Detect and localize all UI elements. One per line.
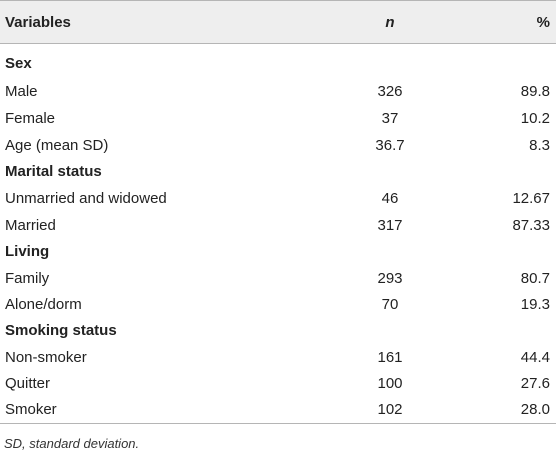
section-smoking-status bbox=[0, 322, 556, 348]
section-title: Sex bbox=[5, 55, 32, 72]
table-header bbox=[0, 0, 556, 44]
table-row bbox=[0, 349, 556, 375]
row-label: Non-smoker bbox=[5, 349, 87, 366]
row-label: Married bbox=[5, 217, 56, 234]
row-label: Female bbox=[5, 110, 56, 127]
row-label: Smoker bbox=[5, 401, 57, 418]
row-n: 293 bbox=[377, 270, 403, 287]
row-pct: 80.7 bbox=[520, 270, 550, 287]
row-n: 46 bbox=[381, 190, 399, 207]
row-label: Age (mean SD) bbox=[5, 137, 109, 154]
row-pct: 44.4 bbox=[520, 349, 550, 366]
row-n: 317 bbox=[377, 217, 403, 234]
row-n: 102 bbox=[377, 401, 403, 418]
header-percent: % bbox=[536, 14, 550, 31]
row-n: 36.7 bbox=[375, 137, 405, 154]
row-label: Quitter bbox=[5, 375, 51, 392]
table-row bbox=[0, 83, 556, 109]
row-pct: 19.3 bbox=[520, 296, 550, 313]
section-marital-status bbox=[0, 163, 556, 189]
row-pct: 8.3 bbox=[529, 137, 550, 154]
row-n: 100 bbox=[377, 375, 403, 392]
row-pct: 12.67 bbox=[512, 190, 550, 207]
row-pct: 89.8 bbox=[520, 83, 550, 100]
section-living bbox=[0, 243, 556, 269]
row-label: Family bbox=[5, 270, 50, 287]
table-row bbox=[0, 137, 556, 163]
header-variables: Variables bbox=[5, 14, 71, 31]
table-row bbox=[0, 110, 556, 136]
row-n: 70 bbox=[381, 296, 399, 313]
table-footnote: SD, standard deviation. bbox=[4, 436, 140, 451]
row-n: 161 bbox=[377, 349, 403, 366]
header-n: n bbox=[385, 14, 395, 31]
section-sex bbox=[0, 55, 556, 81]
row-pct: 28.0 bbox=[520, 401, 550, 418]
section-title: Smoking status bbox=[5, 322, 117, 339]
row-pct: 10.2 bbox=[520, 110, 550, 127]
row-label: Male bbox=[5, 83, 38, 100]
table-row bbox=[0, 217, 556, 243]
table-row bbox=[0, 375, 556, 401]
row-n: 37 bbox=[381, 110, 399, 127]
table-row bbox=[0, 190, 556, 216]
table-bottom-rule bbox=[0, 423, 556, 424]
row-n: 326 bbox=[377, 83, 403, 100]
row-label: Unmarried and widowed bbox=[5, 190, 167, 207]
row-label: Alone/dorm bbox=[5, 296, 82, 313]
section-title: Living bbox=[5, 243, 50, 260]
row-pct: 87.33 bbox=[512, 217, 550, 234]
table-row bbox=[0, 296, 556, 322]
section-title: Marital status bbox=[5, 163, 102, 180]
table-row bbox=[0, 270, 556, 296]
row-pct: 27.6 bbox=[520, 375, 550, 392]
